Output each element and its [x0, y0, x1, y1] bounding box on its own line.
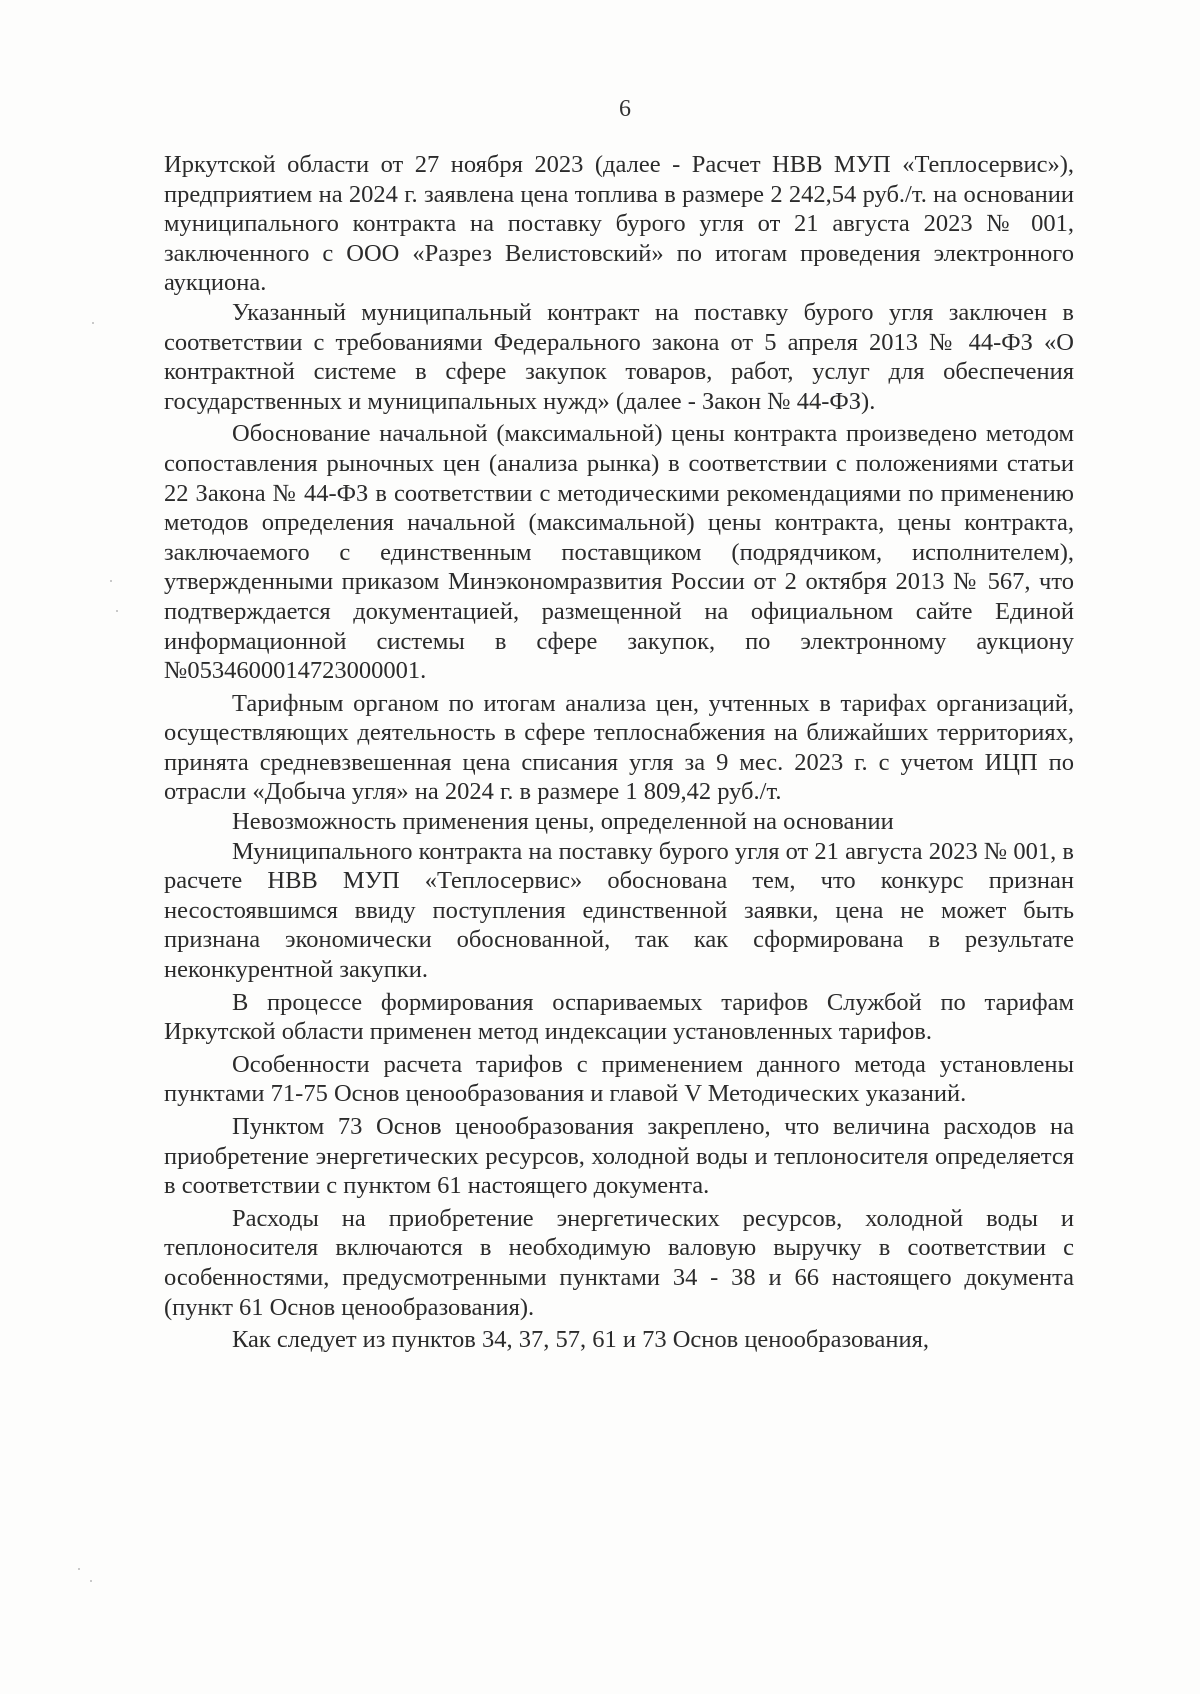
paragraph-contract-law: Указанный муниципальный контракт на поставку бурого угля заключен в соответствии с требованиями Федерального закона от 5 апреля 2013 № 44-ФЗ «О контрактной системе в сфере закупок товаров, работ, услуг для обеспечения государственных и муниципальных нужд» (далее - Закон № 44-ФЗ).: [164, 298, 1074, 415]
scan-speck: [110, 580, 112, 582]
page-number: 6: [619, 96, 631, 122]
scan-speck: [92, 322, 94, 324]
paragraph-energy-expenses: Расходы на приобретение энергетических ресурсов, холодной воды и теплоносителя включаются в необходимую валовую выручку в соответствии с особенностями, предусмотренными пунктами 34 - 38 и 66 настоящего документа (пункт 61 Основ ценообразования).: [164, 1204, 1074, 1321]
paragraph-fuel-price: Иркутской области от 27 ноября 2023 (далее - Расчет НВВ МУП «Теплосервис»), предприятием на 2024 г. заявлена цена топлива в размере 2 242,54 руб./т. на основании муниципального контракта на поставку бурого угля от 21 августа 2023 № 001, заключенного с ООО «Разрез Велистовский» по итогам проведения электронного аукциона.: [164, 151, 1074, 297]
paragraph-price-justification: Обоснование начальной (максимальной) цены контракта произведено методом сопоставления рыночных цен (анализа рынка) в соответствии с положениями статьи 22 Закона № 44-ФЗ в соответствии с методическими рекомендациями по применению методов определения начальной (максимальной) цены контракта, цены контракта, заключаемого с единственным поставщиком (подрядчиком, исполнителем), утвержденными приказом Минэкономразвития России от 2 октября 2013 № 567, что подтверждается документацией, размещенной на официальном сайте Единой информационной системы в сфере закупок, по электронному аукциону №0534600014723000001.: [164, 420, 1074, 685]
document-body: [164, 150, 1074, 1355]
paragraph-calculation-features: Особенности расчета тарифов с применением данного метода установлены пунктами 71-75 Основ ценообразования и главой V Методических указаний.: [164, 1050, 1074, 1108]
paragraph-as-follows: Как следует из пунктов 34, 37, 57, 61 и 73 Основ ценообразования,: [232, 1326, 930, 1354]
scan-speck: [116, 610, 118, 612]
scan-speck: [78, 1568, 80, 1570]
paragraph-contract-rejection: Муниципального контракта на поставку бурого угля от 21 августа 2023 № 001, в расчете НВВ МУП «Теплосервис» обоснована тем, что конкурс признан несостоявшимся ввиду поступления единственной заявки, цена не может быть признана экономически обоснованной, так как сформирована в результате неконкурентной закупки.: [164, 837, 1074, 984]
paragraph-point-73: Пунктом 73 Основ ценообразования закреплено, что величина расходов на приобретение энергетических ресурсов, холодной воды и теплоносителя определяется в соответствии с пунктом 61 настоящего документа.: [164, 1113, 1074, 1200]
paragraph-tariff-analysis: Тарифным органом по итогам анализа цен, учтенных в тарифах организаций, осуществляющих деятельность в сфере теплоснабжения на ближайших территориях, принята средневзвешенная цена списания угля за 9 мес. 2023 г. с учетом ИЦП по отрасли «Добыча угля» на 2024 г. в размере 1 809,42 руб./т.: [164, 689, 1074, 806]
scan-speck: [90, 1580, 92, 1582]
paragraph-impossibility: Невозможность применения цены, определенной на основании: [232, 808, 894, 836]
paragraph-indexation-method: В процессе формирования оспариваемых тарифов Службой по тарифам Иркутской области применен метод индексации установленных тарифов.: [164, 988, 1074, 1046]
